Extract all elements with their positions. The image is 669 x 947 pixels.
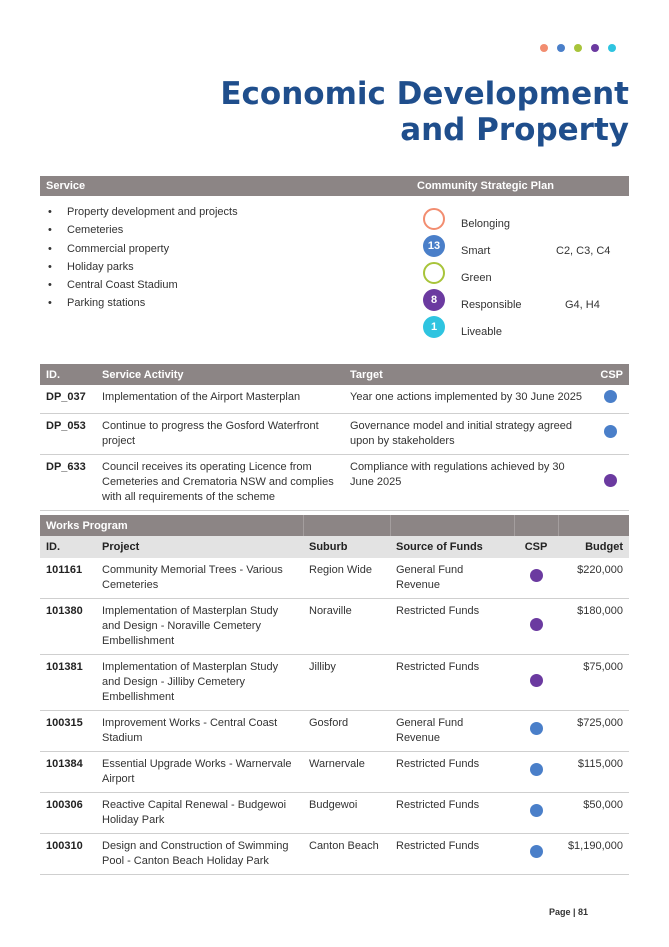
page-number: Page | 81	[549, 907, 589, 917]
csp-legend	[423, 208, 623, 343]
works-source: General Fund Revenue	[390, 558, 514, 599]
works-csp	[514, 655, 558, 711]
works-source: Restricted Funds	[390, 752, 514, 793]
works-budget: $1,190,000	[558, 834, 629, 875]
works-budget: $180,000	[558, 599, 629, 655]
service-item: • Parking stations	[48, 294, 238, 312]
service-activity-table	[40, 364, 629, 511]
works-source: General Fund Revenue	[390, 711, 514, 752]
works-col-project: Project	[96, 536, 303, 558]
activity-csp	[591, 414, 629, 455]
service-item: • Property development and projects	[48, 203, 238, 221]
csp-circle-icon: 13	[423, 235, 445, 257]
csp-dot-icon	[530, 618, 543, 631]
service-list	[48, 203, 238, 313]
works-title: Works Program	[40, 515, 303, 536]
csp-circle-icon	[423, 262, 445, 284]
works-csp	[514, 558, 558, 599]
works-suburb: Warnervale	[303, 752, 390, 793]
works-source: Restricted Funds	[390, 599, 514, 655]
works-title-cell	[303, 515, 390, 536]
activity-target: Year one actions implemented by 30 June 2025	[344, 385, 591, 414]
works-title-cell	[514, 515, 558, 536]
csp-row	[423, 208, 623, 235]
works-row	[40, 793, 629, 834]
csp-dot-icon	[530, 674, 543, 687]
service-item: • Central Coast Stadium	[48, 276, 238, 294]
activity-description: Continue to progress the Gosford Waterfront project	[96, 414, 344, 455]
service-item: • Commercial property	[48, 240, 238, 258]
csp-label: Liveable	[461, 326, 502, 338]
csp-dot-icon	[530, 722, 543, 735]
csp-dot-icon	[530, 804, 543, 817]
page-title	[220, 76, 629, 148]
csp-codes: C2, C3, C4	[556, 245, 611, 257]
works-project: Implementation of Masterplan Study and Design - Noraville Cemetery Embellishment	[96, 599, 303, 655]
works-id: 100310	[40, 834, 96, 875]
csp-header: Community Strategic Plan	[417, 180, 554, 192]
works-id: 101380	[40, 599, 96, 655]
service-header-bar	[40, 176, 629, 196]
works-budget: $50,000	[558, 793, 629, 834]
works-suburb: Canton Beach	[303, 834, 390, 875]
decor-dot	[574, 44, 582, 52]
works-col-id: ID.	[40, 536, 96, 558]
works-suburb: Noraville	[303, 599, 390, 655]
service-header: Service	[46, 180, 86, 192]
works-budget: $115,000	[558, 752, 629, 793]
works-id: 101381	[40, 655, 96, 711]
works-row	[40, 655, 629, 711]
works-project: Community Memorial Trees - Various Cemeteries	[96, 558, 303, 599]
csp-dot-icon	[604, 474, 617, 487]
csp-circle-icon: 8	[423, 289, 445, 311]
works-suburb: Jilliby	[303, 655, 390, 711]
works-csp	[514, 599, 558, 655]
works-project: Improvement Works - Central Coast Stadium	[96, 711, 303, 752]
works-header-row	[40, 536, 629, 558]
activity-description: Implementation of the Airport Masterplan	[96, 385, 344, 414]
csp-label: Responsible	[461, 299, 522, 311]
works-budget: $75,000	[558, 655, 629, 711]
activity-description: Council receives its operating Licence from Cemeteries and Crematoria NSW and complies with all requirements of the scheme	[96, 455, 344, 511]
csp-label: Green	[461, 272, 492, 284]
works-col-suburb: Suburb	[303, 536, 390, 558]
csp-circle-icon: 1	[423, 316, 445, 338]
works-csp	[514, 752, 558, 793]
activity-col-activity: Service Activity	[96, 364, 344, 385]
csp-dot-icon	[604, 390, 617, 403]
works-csp	[514, 711, 558, 752]
works-col-budget: Budget	[558, 536, 629, 558]
works-project: Implementation of Masterplan Study and Design - Jilliby Cemetery Embellishment	[96, 655, 303, 711]
works-project: Reactive Capital Renewal - Budgewoi Holiday Park	[96, 793, 303, 834]
works-row	[40, 711, 629, 752]
csp-row	[423, 316, 623, 343]
works-suburb: Gosford	[303, 711, 390, 752]
decorative-dots	[540, 44, 616, 52]
service-item: • Cemeteries	[48, 221, 238, 239]
csp-label: Belonging	[461, 218, 510, 230]
works-title-cell	[390, 515, 514, 536]
works-budget: $725,000	[558, 711, 629, 752]
works-id: 101384	[40, 752, 96, 793]
works-col-csp: CSP	[514, 536, 558, 558]
activity-row	[40, 455, 629, 511]
works-title-row	[40, 515, 629, 536]
activity-id: DP_053	[40, 414, 96, 455]
activity-csp	[591, 385, 629, 414]
activity-id: DP_633	[40, 455, 96, 511]
csp-row	[423, 262, 623, 289]
works-suburb: Region Wide	[303, 558, 390, 599]
csp-label: Smart	[461, 245, 491, 257]
works-project: Design and Construction of Swimming Pool - Canton Beach Holiday Park	[96, 834, 303, 875]
works-csp	[514, 793, 558, 834]
works-source: Restricted Funds	[390, 834, 514, 875]
activity-header-row	[40, 364, 629, 385]
decor-dot	[591, 44, 599, 52]
works-id: 100315	[40, 711, 96, 752]
works-suburb: Budgewoi	[303, 793, 390, 834]
decor-dot	[557, 44, 565, 52]
csp-dot-icon	[530, 763, 543, 776]
csp-dot-icon	[604, 425, 617, 438]
csp-dot-icon	[530, 569, 543, 582]
activity-col-csp: CSP	[591, 364, 629, 385]
activity-target: Governance model and initial strategy agreed upon by stakeholders	[344, 414, 591, 455]
works-id: 100306	[40, 793, 96, 834]
page-title-line-2: and Property	[400, 112, 629, 148]
works-id: 101161	[40, 558, 96, 599]
service-item: • Holiday parks	[48, 258, 238, 276]
activity-col-id: ID.	[40, 364, 96, 385]
works-title-cell	[558, 515, 629, 536]
works-source: Restricted Funds	[390, 793, 514, 834]
works-project: Essential Upgrade Works - Warnervale Airport	[96, 752, 303, 793]
works-row	[40, 834, 629, 875]
decor-dot	[608, 44, 616, 52]
activity-target: Compliance with regulations achieved by 30 June 2025	[344, 455, 591, 511]
works-row	[40, 599, 629, 655]
decor-dot	[540, 44, 548, 52]
page-title-line-1: Economic Development	[220, 76, 629, 112]
activity-row	[40, 385, 629, 414]
works-source: Restricted Funds	[390, 655, 514, 711]
csp-circle-icon	[423, 208, 445, 230]
works-csp	[514, 834, 558, 875]
csp-row	[423, 235, 623, 262]
csp-dot-icon	[530, 845, 543, 858]
works-col-source: Source of Funds	[390, 536, 514, 558]
activity-row	[40, 414, 629, 455]
activity-id: DP_037	[40, 385, 96, 414]
activity-col-target: Target	[344, 364, 591, 385]
activity-csp	[591, 455, 629, 511]
csp-row	[423, 289, 623, 316]
csp-codes: G4, H4	[565, 299, 600, 311]
works-row	[40, 752, 629, 793]
works-row	[40, 558, 629, 599]
works-program-table	[40, 515, 629, 875]
works-budget: $220,000	[558, 558, 629, 599]
